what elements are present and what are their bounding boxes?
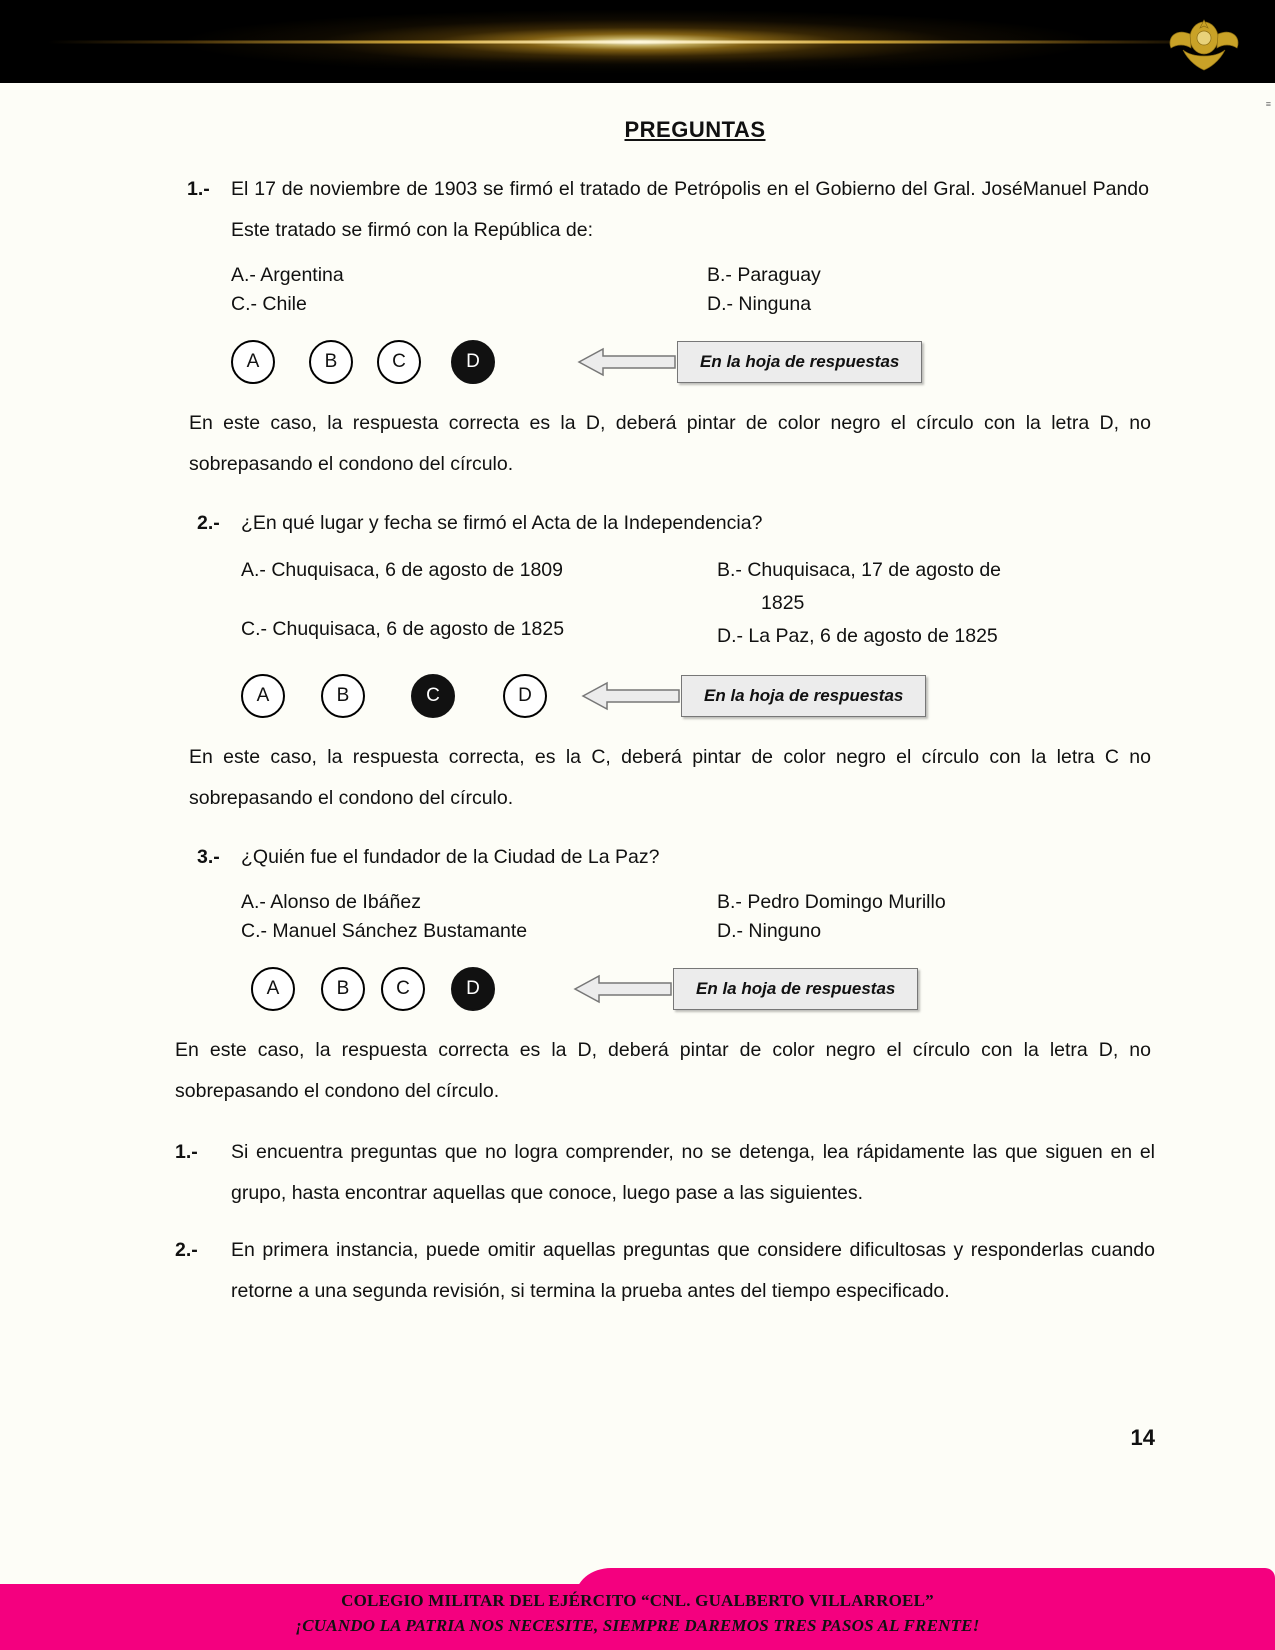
left-arrow-icon	[581, 678, 681, 714]
tip-item	[175, 1132, 1155, 1214]
option-d: D.- La Paz, 6 de agosto de 1825	[717, 625, 998, 647]
left-arrow-icon	[573, 971, 673, 1007]
callout-group	[581, 675, 926, 717]
answer-bubble-b[interactable]: B	[321, 674, 365, 718]
question-number: 2.-	[197, 512, 220, 534]
footer-text-group	[0, 1591, 1275, 1636]
answer-bubble-c[interactable]: C	[377, 340, 421, 384]
footer-institution: COLEGIO MILITAR DEL EJÉRCITO “CNL. GUALBERTO VILLARROEL”	[341, 1591, 934, 1610]
options-grid	[241, 888, 1155, 946]
answer-bubble-b[interactable]: B	[309, 340, 353, 384]
question-text: ¿En qué lugar y fecha se firmó el Acta de la Independencia?	[241, 512, 763, 534]
option-c: C.- Chile	[231, 293, 307, 315]
question-explanation: En este caso, la respuesta correcta es la D, deberá pintar de color negro el círculo con la letra D, no sobrepasando el condono del círculo.	[175, 1039, 1151, 1102]
options-column-left	[241, 888, 717, 946]
answer-bubbles-row	[231, 331, 1155, 393]
tip-number: 2.-	[175, 1239, 198, 1261]
answer-bubbles-row	[241, 665, 1155, 727]
left-arrow-icon	[577, 344, 677, 380]
option-b: B.- Paraguay	[707, 264, 821, 286]
answer-bubble-a[interactable]: A	[231, 340, 275, 384]
option-b: B.- Chuquisaca, 17 de agosto de	[717, 559, 1002, 581]
option-a: A.- Alonso de Ibáñez	[241, 891, 421, 913]
option-c: C.- Chuquisaca, 6 de agosto de 1825	[241, 618, 565, 640]
callout-group	[573, 968, 918, 1010]
callout-label: En la hoja de respuestas	[673, 968, 918, 1010]
tip-text: En primera instancia, puede omitir aquellas preguntas que considere dificultosas y responderlas cuando retorne a una segunda revisión, si termina la prueba antes del tiempo especificado.	[231, 1239, 1155, 1302]
question-number: 1.-	[187, 178, 210, 200]
answer-bubble-a[interactable]: A	[251, 967, 295, 1011]
question-block-1	[175, 169, 1155, 485]
question-text: El 17 de noviembre de 1903 se firmó el tratado de Petrópolis en el Gobierno del Gral. JoséManuel Pando Este tratado se firmó con la República de:	[231, 178, 1149, 241]
option-b-cont: 1825	[761, 592, 805, 614]
answer-bubble-a[interactable]: A	[241, 674, 285, 718]
page-number: 14	[1130, 1425, 1155, 1450]
question-line	[175, 837, 1155, 878]
military-crest-icon	[1161, 8, 1247, 74]
question-block-2	[175, 503, 1155, 819]
answer-bubble-c[interactable]: C	[381, 967, 425, 1011]
page-edge-marks: ≡	[1265, 99, 1271, 109]
document-body	[0, 83, 1275, 1328]
page-title: PREGUNTAS	[624, 117, 766, 142]
callout-label: En la hoja de respuestas	[677, 341, 922, 383]
tip-number: 1.-	[175, 1141, 198, 1163]
options-column-right	[717, 554, 1137, 653]
page-footer	[0, 1564, 1275, 1650]
options-column-left	[231, 261, 707, 319]
banner-streak	[48, 40, 1228, 43]
tip-text: Si encuentra preguntas que no logra comprender, no se detenga, lea rápidamente las que siguen en el grupo, hasta encontrar aquellas que conoce, luego pase a las siguientes.	[231, 1141, 1155, 1204]
answer-bubble-d[interactable]: D	[451, 340, 495, 384]
footer-motto: ¡CUANDO LA PATRIA NOS NECESITE, SIEMPRE DAREMOS TRES PASOS AL FRENTE!	[295, 1616, 980, 1635]
options-grid	[241, 554, 1155, 653]
callout-group	[577, 341, 922, 383]
banner-fade	[0, 57, 1275, 83]
answer-bubble-d[interactable]: D	[503, 674, 547, 718]
answer-bubble-d[interactable]: D	[451, 967, 495, 1011]
question-line	[175, 169, 1155, 251]
option-d: D.- Ninguno	[717, 920, 822, 942]
option-a: A.- Argentina	[231, 264, 344, 286]
options-grid	[231, 261, 1155, 319]
option-b: B.- Pedro Domingo Murillo	[717, 891, 946, 913]
question-text: ¿Quién fue el fundador de la Ciudad de La Paz?	[241, 846, 660, 868]
question-explanation: En este caso, la respuesta correcta, es la C, deberá pintar de color negro el círculo con la letra C no sobrepasando el condono del círculo.	[189, 746, 1151, 809]
answer-bubble-b[interactable]: B	[321, 967, 365, 1011]
option-c: C.- Manuel Sánchez Bustamante	[241, 920, 528, 942]
options-column-right	[707, 261, 1127, 319]
options-column-right	[717, 888, 1137, 946]
tip-item	[175, 1230, 1155, 1312]
option-a: A.- Chuquisaca, 6 de agosto de 1809	[241, 559, 563, 581]
tips-list	[175, 1132, 1155, 1312]
options-column-left	[241, 554, 717, 653]
question-block-3	[175, 837, 1155, 1112]
answer-bubbles-row	[251, 958, 1155, 1020]
question-explanation: En este caso, la respuesta correcta es la D, deberá pintar de color negro el círculo con la letra D, no sobrepasando el condono del círculo.	[189, 412, 1151, 475]
question-number: 3.-	[197, 846, 220, 868]
question-line	[175, 503, 1155, 544]
option-d: D.- Ninguna	[707, 293, 812, 315]
answer-bubble-c[interactable]: C	[411, 674, 455, 718]
top-banner	[0, 0, 1275, 83]
callout-label: En la hoja de respuestas	[681, 675, 926, 717]
